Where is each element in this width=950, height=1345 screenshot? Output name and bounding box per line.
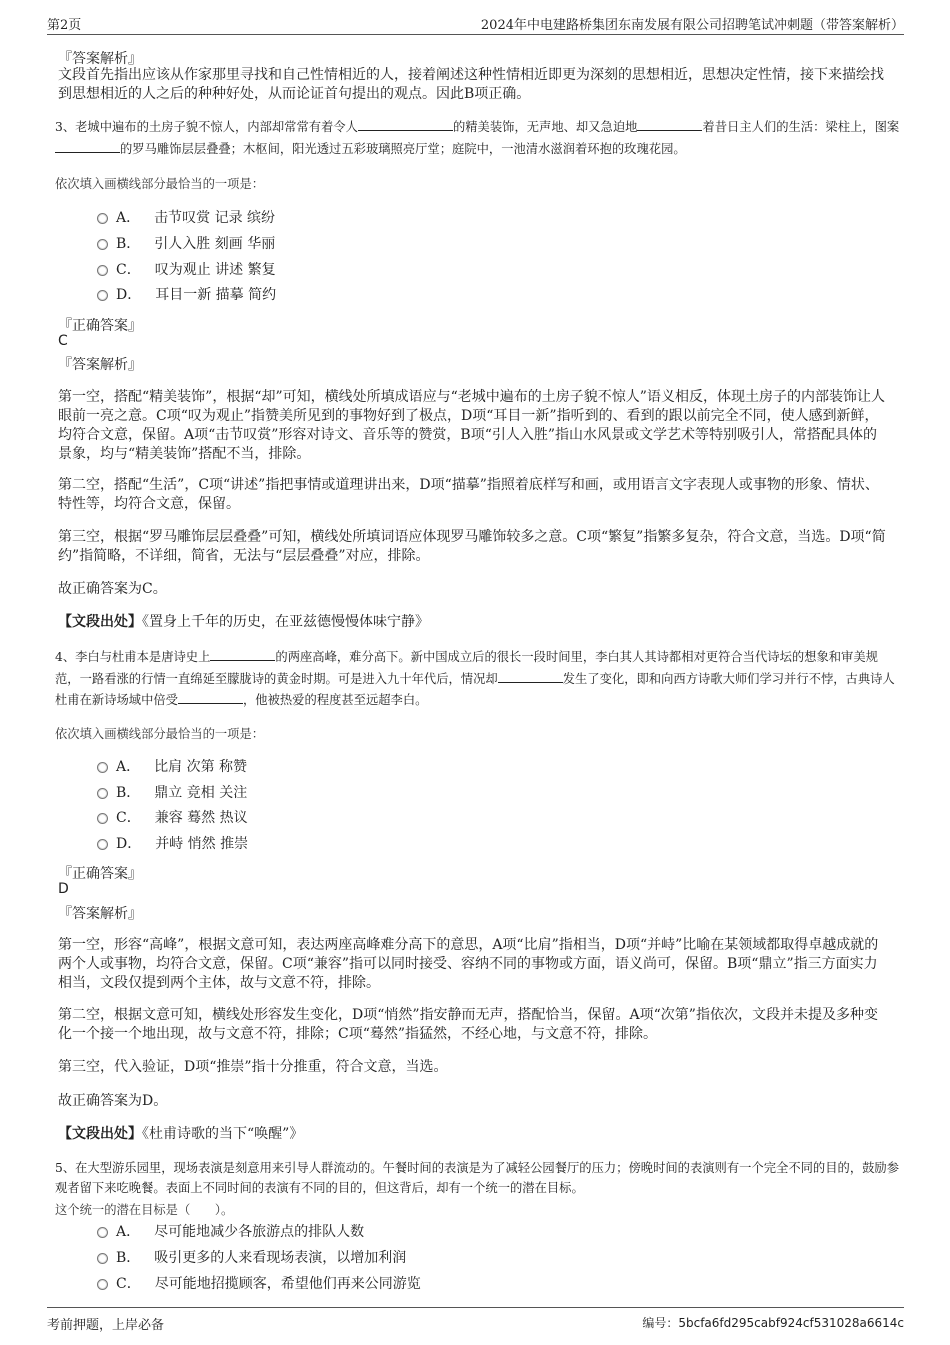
analysis-text: 文段首先指出应该从作家那里寻找和自己性情相近的人，接着阐述这种性情相近即更为深刻的思想相近，思想决定性情，接下来描绘找到思想相近的人之后的种种好处，从而论证首句提出的观点。因此B项正确。 [58, 67, 884, 102]
question-5: 5、在大型游乐园里，现场表演是刻意用来引导人群流动的。午餐时间的表演是为了减轻公园餐厅的压力；傍晚时间的表演则有一个完全不同的目的，鼓励参观者留下来吃晚餐。表面上不同时间的表演有不同的目的，但这背后，却有一个统一的潜在目标。 [55, 1161, 900, 1195]
analysis-paragraph: 第一空，形容“高峰”，根据文意可知，表达两座高峰难分高下的意思，A项“比肩”指相当，D项“并峙”比喻在某领域都取得卓越成就的两个人或事物，均符合文意，保留。C项“兼容”指可以同时接受、容纳不同的事物或方面，语义尚可，保留。B项“鼎立”指三方面实力相当，文段仅提到两个主体，故与文意不符，排除。 [58, 937, 879, 991]
analysis-paragraph: 第二空，根据文意可知，横线处形容发生变化，D项“悄然”指安静而无声，搭配恰当，保留。A项“次第”指依次，文段并未提及多种变化一个接一个地出现，故与文意不符，排除；C项“蓦然”指猛然，不经心地，与文意不符，排除。 [58, 1007, 878, 1042]
radio-icon[interactable] [97, 213, 108, 224]
analysis-paragraph: 故正确答案为D。 [58, 1093, 168, 1109]
analysis-label: 『答案解析』 [58, 357, 142, 373]
blank [498, 670, 563, 683]
analysis-label: 『答案解析』 [58, 906, 142, 922]
analysis-paragraph: 第三空，代入验证，D项“推崇”指十分推重，符合文意，当选。 [58, 1059, 448, 1075]
option-d[interactable]: D． 耳目一新 描摹 简约 [97, 285, 276, 305]
question-prompt: 这个统一的潜在目标是（ ）。 [55, 1203, 234, 1217]
option-a[interactable]: A． 尽可能地减少各旅游点的排队人数 [97, 1222, 364, 1242]
radio-icon[interactable] [97, 265, 108, 276]
correct-answer-label: 『正确答案』 [58, 318, 142, 334]
correct-answer: C [58, 333, 68, 349]
radio-icon[interactable] [97, 1279, 108, 1290]
analysis-paragraph: 第二空，搭配“生活”，C项“讲述”指把事情或道理讲出来，D项“描摹”指照着底样写和画，或用语言文字表现人或事物的形象、情状、特性等，均符合文意，保留。 [58, 477, 879, 512]
document-title: 2024年中电建路桥集团东南发展有限公司招聘笔试冲刺题（带答案解析） [480, 18, 904, 33]
blank [210, 648, 275, 661]
option-c[interactable]: C． 兼容 蓦然 热议 [97, 808, 248, 828]
radio-icon[interactable] [97, 1253, 108, 1264]
analysis-paragraph: 故正确答案为C。 [58, 581, 167, 597]
option-d[interactable]: D． 并峙 悄然 推崇 [97, 834, 248, 854]
analysis-paragraph: 第三空，根据“罗马雕饰层层叠叠”可知，横线处所填词语应体现罗马雕饰较多之意。C项“繁复”指繁多复杂，符合文意，当选。D项“简约”指简略，不详细，简省，无法与“层层叠叠”对应，排除。 [58, 529, 886, 564]
option-a[interactable]: A． 比肩 次第 称赞 [97, 757, 247, 777]
radio-icon[interactable] [97, 1227, 108, 1238]
page-number: 第2页 [47, 18, 82, 33]
radio-icon[interactable] [97, 290, 108, 301]
question-4: 4、李白与杜甫本是唐诗史上 的两座高峰，难分高下。新中国成立后的很长一段时间里，李白其人其诗都相对更符合当代诗坛的想象和审美规范，一路看涨的行情一直绵延至朦胧诗的黄金时期。可是进入九十年代后，情况却 发生了变化，即和向西方诗歌大师们学习并行不悖，古典诗人杜甫在新诗场域中倍受 ，他被热爱的程度甚至远超李白。 [55, 650, 895, 707]
option-b[interactable]: B． 引人入胜 刻画 华丽 [97, 234, 275, 254]
source-line: 【文段出处】《置身上千年的历史，在亚兹德慢慢体味宁静》 [58, 614, 429, 630]
option-c[interactable]: C． 叹为观止 讲述 繁复 [97, 260, 276, 280]
blank [55, 140, 120, 153]
blank [637, 118, 702, 131]
option-b[interactable]: B． 鼎立 竞相 关注 [97, 783, 247, 803]
source-line: 【文段出处】《杜甫诗歌的当下“唤醒”》 [58, 1126, 304, 1142]
radio-icon[interactable] [97, 788, 108, 799]
option-b[interactable]: B． 吸引更多的人来看现场表演，以增加利润 [97, 1248, 406, 1268]
correct-answer: D [58, 881, 69, 897]
radio-icon[interactable] [97, 813, 108, 824]
question-instruction: 依次填入画横线部分最恰当的一项是： [55, 177, 265, 191]
document-id: 编号：5bcfa6fd295cabf924cf531028a6614c [642, 1316, 904, 1330]
question-3: 3、老城中遍布的土房子貌不惊人，内部却常常有着令人 的精美装饰，无声地、却又急迫地 着昔日主人们的生活：梁柱上，图案的罗马雕饰层层叠叠；木枢间，阳光透过五彩玻璃照亮厅堂；庭院中，一池清水滋润着环抱的玫瑰花园。 [55, 120, 900, 156]
blank [358, 118, 453, 131]
radio-icon[interactable] [97, 239, 108, 250]
radio-icon[interactable] [97, 839, 108, 850]
blank [178, 691, 243, 704]
analysis-label: 『答案解析』 [58, 51, 142, 67]
page-footer [47, 1307, 904, 1334]
question-instruction: 依次填入画横线部分最恰当的一项是： [55, 727, 265, 741]
option-a[interactable]: A． 击节叹赏 记录 缤纷 [97, 208, 275, 228]
option-c[interactable]: C． 尽可能地招揽顾客，希望他们再来公同游览 [97, 1274, 421, 1294]
correct-answer-label: 『正确答案』 [58, 866, 142, 882]
analysis-paragraph: 第一空，搭配“精美装饰”，根据“却”可知，横线处所填成语应与“老城中遍布的土房子貌不惊人”语义相反，体现土房子的内部装饰让人眼前一亮之意。C项“叹为观止”指赞美所见到的事物好到了极点，D项“耳目一新”指听到的、看到的跟以前完全不同，使人感到新鲜，均符合文意，保留。A项“击节叹赏”形容对诗文、音乐等的赞赏，B项“引人入胜”指山水风景或文学艺术等特别吸引人，常搭配具体的景象，均与“精美装饰”搭配不当，排除。 [58, 389, 885, 462]
radio-icon[interactable] [97, 762, 108, 773]
footer-slogan: 考前押题，上岸必备 [47, 1318, 165, 1333]
page-header [47, 12, 904, 35]
